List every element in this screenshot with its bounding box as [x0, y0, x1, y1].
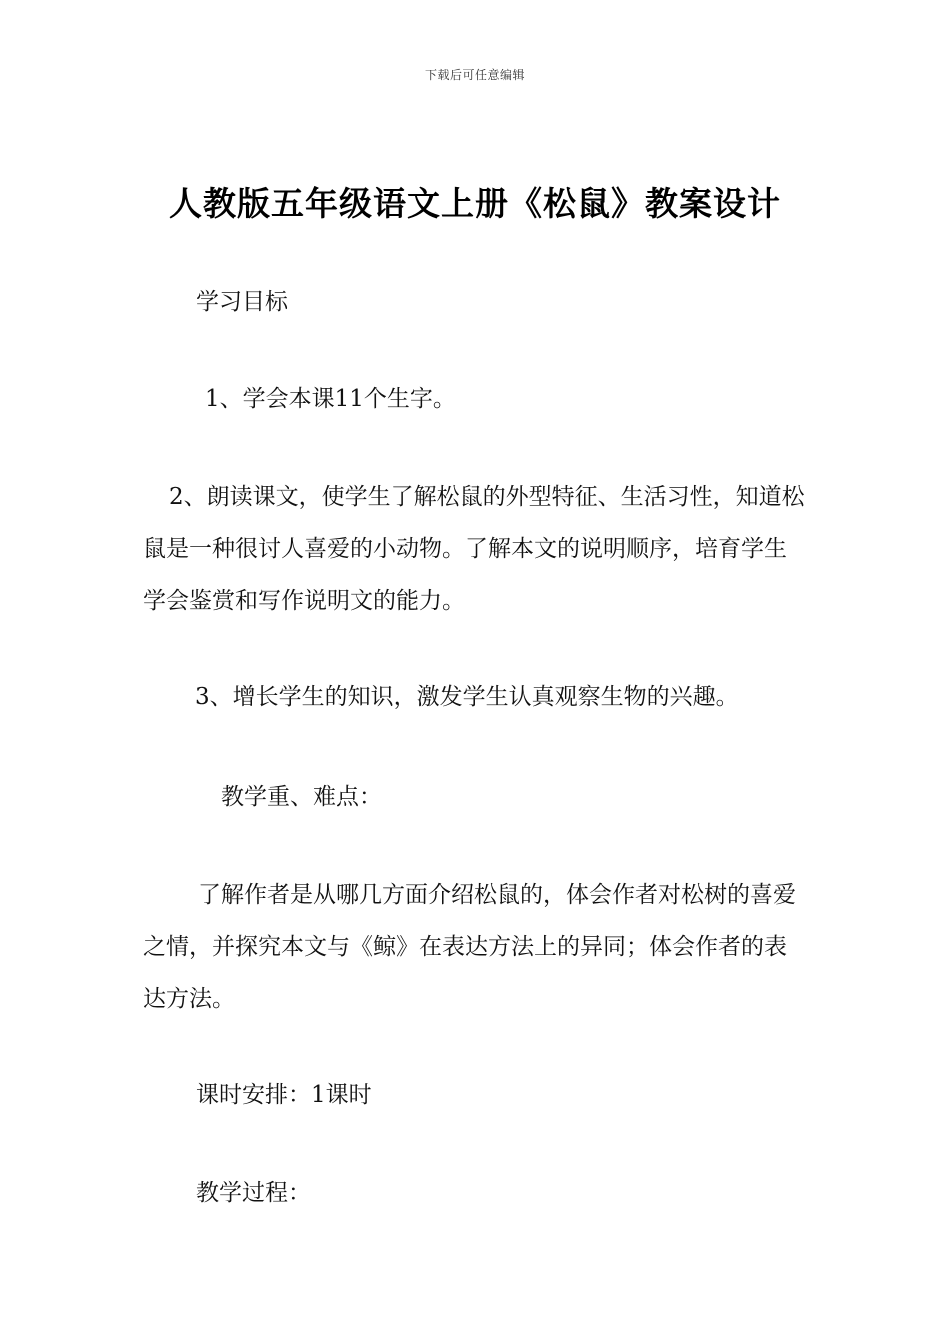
learning-goal-item-3: 3、增长学生的知识，激发学生认真观察生物的兴趣。: [195, 684, 739, 710]
learning-goals-heading: 学习目标: [196, 289, 288, 315]
key-points-body: 了解作者是从哪几方面介绍松鼠的，体会作者对松树的喜爱之情，并探究本文与《鲸》在表达方法上的异同；体会作者的表达方法。: [143, 882, 796, 1012]
document-title: 人教版五年级语文上册《松鼠》教案设计: [169, 184, 781, 223]
key-points-heading: 教学重、难点：: [221, 784, 382, 810]
header-note: 下载后可任意编辑: [424, 68, 525, 82]
learning-goal-item-2: 2、朗读课文，使学生了解松鼠的外型特征、生活习性，知道松鼠是一种很讨人喜爱的小动物。了解本文的说明顺序，培育学生学会鉴赏和写作说明文的能力。: [143, 484, 805, 614]
lesson-schedule: 课时安排：1课时: [196, 1082, 372, 1108]
teaching-process-heading: 教学过程：: [196, 1180, 311, 1206]
learning-goal-item-1: 1、学会本课11个生字。: [205, 386, 456, 412]
